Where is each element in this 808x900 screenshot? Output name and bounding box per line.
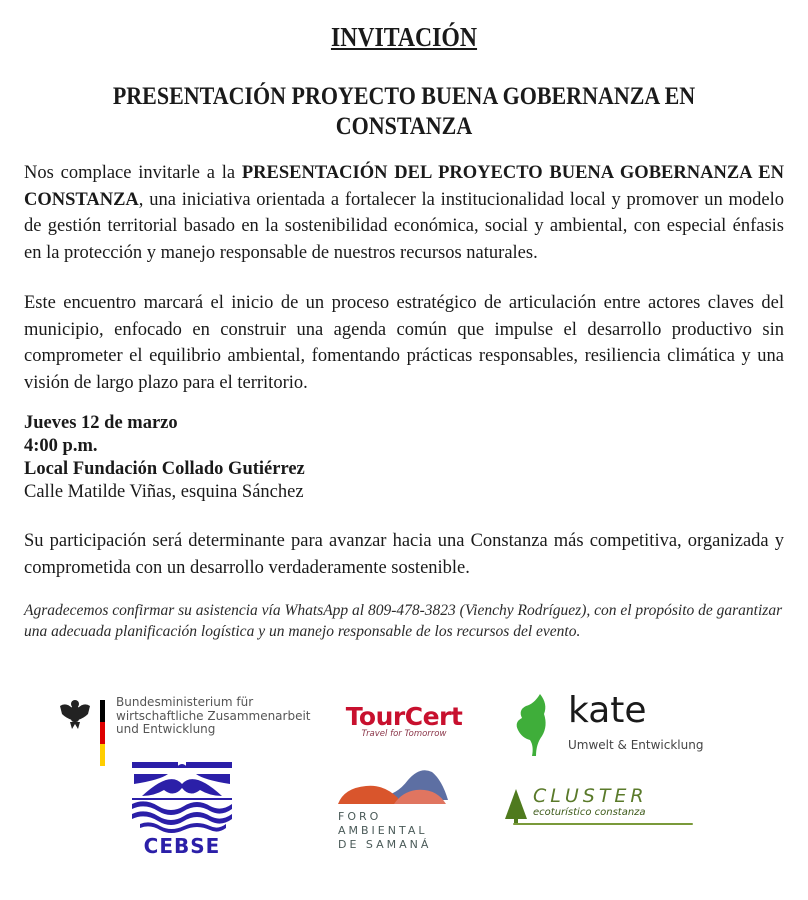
tree-icon xyxy=(505,789,527,825)
event-time: 4:00 p.m. xyxy=(24,436,98,456)
cluster-name: CLUSTER xyxy=(533,785,648,807)
federal-eagle-icon xyxy=(58,696,92,730)
cebse-logo xyxy=(130,760,234,860)
cebse-name: CEBSE xyxy=(143,834,221,858)
foro-line-3: DE SAMANÁ xyxy=(338,838,432,851)
intro-paragraph xyxy=(24,160,784,266)
flag-gold xyxy=(100,744,105,766)
bmz-line-2: wirtschaftliche Zusammenarbeit xyxy=(116,708,311,723)
kate-name: kate xyxy=(568,690,647,731)
event-title: PRESENTACIÓN PROYECTO BUENA GOBERNANZA EN CONSTANZA xyxy=(112,83,696,140)
intro-lead: Nos complace invitarle a la xyxy=(24,163,242,183)
rsvp-note: Agradecemos confirmar su asistencia vía WhatsApp al 809-478-3823 (Vienchy Rodríguez), con el propósito de garantizar una adecuada planificación logística y un manejo responsable de los recursos del evento. xyxy=(24,602,783,640)
tourcert-tagline: Travel for Tomorrow xyxy=(361,729,447,739)
bmz-line-1: Bundesministerium für xyxy=(116,695,254,709)
cluster-subtitle: ecoturístico constanza xyxy=(533,807,646,818)
tourcert-logo xyxy=(324,702,484,752)
bmz-logo xyxy=(58,692,348,770)
tourcert-name: TourCert xyxy=(345,702,463,731)
bmz-text xyxy=(116,696,311,737)
leaf-icon xyxy=(512,692,552,758)
intro-rest: , una iniciativa orientada a fortalecer la institucionalidad local y promover un modelo de gestión territorial basado en la sostenibilidad económica, social y ambiental, con especial énfasis en la protección y manejo responsable de nuestros recursos naturales. xyxy=(24,189,784,263)
foro-line-1: FORO xyxy=(338,810,382,823)
intro-project-name: PRESENTACIÓN DEL PROYECTO BUENA GOBERNANZA EN CONSTANZA xyxy=(24,163,784,210)
cebse-emblem-icon xyxy=(130,760,234,834)
kate-logo xyxy=(512,690,762,760)
cluster-ecoturistico-logo xyxy=(505,785,695,830)
kate-subtitle: Umwelt & Entwicklung xyxy=(568,738,704,752)
foro-text xyxy=(338,810,431,852)
event-address: Calle Matilde Viñas, esquina Sánchez xyxy=(24,482,304,502)
bmz-line-3: und Entwicklung xyxy=(116,722,216,736)
event-venue: Local Fundación Collado Gutiérrez xyxy=(24,459,305,479)
closing-paragraph: Su participación será determinante para avanzar hacia una Constanza más competitiva, organizada y comprometida con un desarrollo verdaderamente sostenible. xyxy=(24,531,784,578)
event-date: Jueves 12 de marzo xyxy=(24,413,178,433)
purpose-paragraph: Este encuentro marcará el inicio de un proceso estratégico de articulación entre actores claves del municipio, enfocado en construir una agenda común que impulse el desarrollo productivo sin comprometer el equilibrio ambiental, fomentando prácticas responsables, resiliencia climática y una visión de largo plazo para el territorio. xyxy=(24,293,784,393)
flag-red xyxy=(100,722,105,744)
german-flag-bar xyxy=(100,700,105,766)
cluster-underline xyxy=(513,823,693,825)
event-details xyxy=(24,412,305,504)
foro-ambiental-logo xyxy=(336,766,466,856)
flag-black xyxy=(100,700,105,722)
mountains-icon xyxy=(336,766,466,808)
foro-line-2: AMBIENTAL xyxy=(338,824,428,837)
invitation-heading: INVITACIÓN xyxy=(330,22,478,52)
